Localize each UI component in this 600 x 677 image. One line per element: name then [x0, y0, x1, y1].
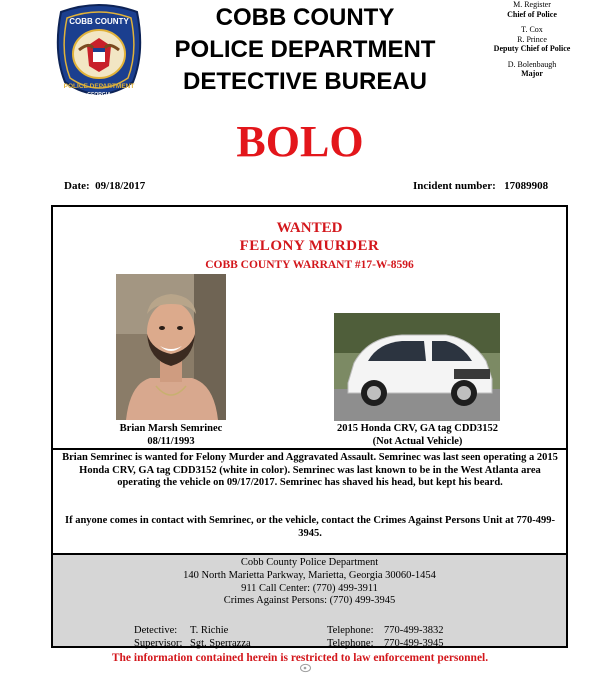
incident-value: 17089908	[504, 180, 549, 192]
contact-block	[53, 557, 566, 608]
vehicle-photo	[334, 313, 500, 421]
suspect-dob: 08/11/1993	[147, 435, 195, 447]
police-seal-icon	[53, 2, 145, 102]
wanted-heading: WANTED	[276, 220, 343, 236]
officer-name: R. Prince	[517, 34, 547, 44]
contact-org: Cobb County Police Department	[240, 557, 379, 568]
supervisor-phone-label: Telephone:	[327, 638, 374, 649]
suspect-caption	[96, 423, 246, 448]
vehicle-caption	[315, 423, 520, 448]
suspect-description: Brian Semrinec is wanted for Felony Murder and Aggravated Assault. Semrinec was last seen operating a 2015 Honda CRV, GA tag CDD3152 (white in color). Semrinec was last known to be in the West Atlanta area operating the vehicle on 09/17/2017. Semrinec has shaved his head, but kept his beard.	[62, 452, 558, 489]
svg-text:COBB COUNTY: COBB COUNTY	[69, 17, 129, 26]
date-row	[64, 180, 145, 192]
contact-address: 140 North Marietta Parkway, Marietta, Georgia 30060-1454	[183, 569, 436, 581]
date-label: Date:	[64, 180, 90, 192]
warrant-number: COBB COUNTY WARRANT #17-W-8596	[205, 259, 414, 271]
detective-phone: 770-499-3832	[384, 625, 444, 636]
officer-name: M. Register	[513, 0, 551, 9]
title-line-county: COBB COUNTY	[215, 4, 395, 31]
officer-list	[486, 0, 578, 79]
incident-row	[413, 180, 548, 192]
contact-crimes-unit: Crimes Against Persons: (770) 499-3945	[223, 595, 396, 607]
section-divider	[53, 448, 566, 450]
officer-rank: Major	[521, 69, 543, 78]
contact-call-center: 911 Call Center: (770) 499-3911	[241, 582, 378, 594]
supervisor-phone: 770-499-3945	[384, 638, 444, 649]
incident-label: Incident number:	[413, 180, 496, 192]
detective-name: T. Richie	[190, 625, 229, 636]
officer-name: D. Bolenbaugh	[507, 59, 557, 69]
suspect-photo	[116, 274, 226, 420]
supervisor-name: Sgt. Sperrazza	[190, 638, 251, 649]
officer-rank: Chief of Police	[507, 9, 557, 19]
detective-phone-label: Telephone:	[327, 625, 374, 636]
svg-text:POLICE DEPARTMENT: POLICE DEPARTMENT	[63, 83, 135, 90]
bolo-heading: BOLO	[236, 117, 364, 166]
title-line-department: POLICE DEPARTMENT	[174, 36, 436, 63]
title-line-bureau: DETECTIVE BUREAU	[182, 68, 428, 95]
charge-heading: FELONY MURDER	[239, 238, 380, 254]
officer-rank: Deputy Chief of Police	[493, 44, 571, 53]
department-title	[155, 2, 455, 98]
officer-name: T. Cox	[521, 25, 543, 34]
detective-label: Detective:	[134, 625, 178, 636]
suspect-name: Brian Marsh Semrinec	[119, 423, 223, 434]
vehicle-description: 2015 Honda CRV, GA tag CDD3152	[336, 423, 499, 434]
svg-text:GEORGIA: GEORGIA	[87, 92, 111, 98]
weibo-icon	[300, 661, 312, 673]
contact-instructions: If anyone comes in contact with Semrinec, or the vehicle, contact the Crimes Against Persons Unit at 770-499-3945.	[64, 515, 556, 539]
supervisor-label: Supervisor:	[134, 638, 183, 649]
restriction-notice: The information contained herein is restricted to law enforcement personnel.	[111, 652, 489, 664]
date-value: 09/18/2017	[95, 180, 146, 192]
vehicle-note: (Not Actual Vehicle)	[372, 435, 463, 447]
